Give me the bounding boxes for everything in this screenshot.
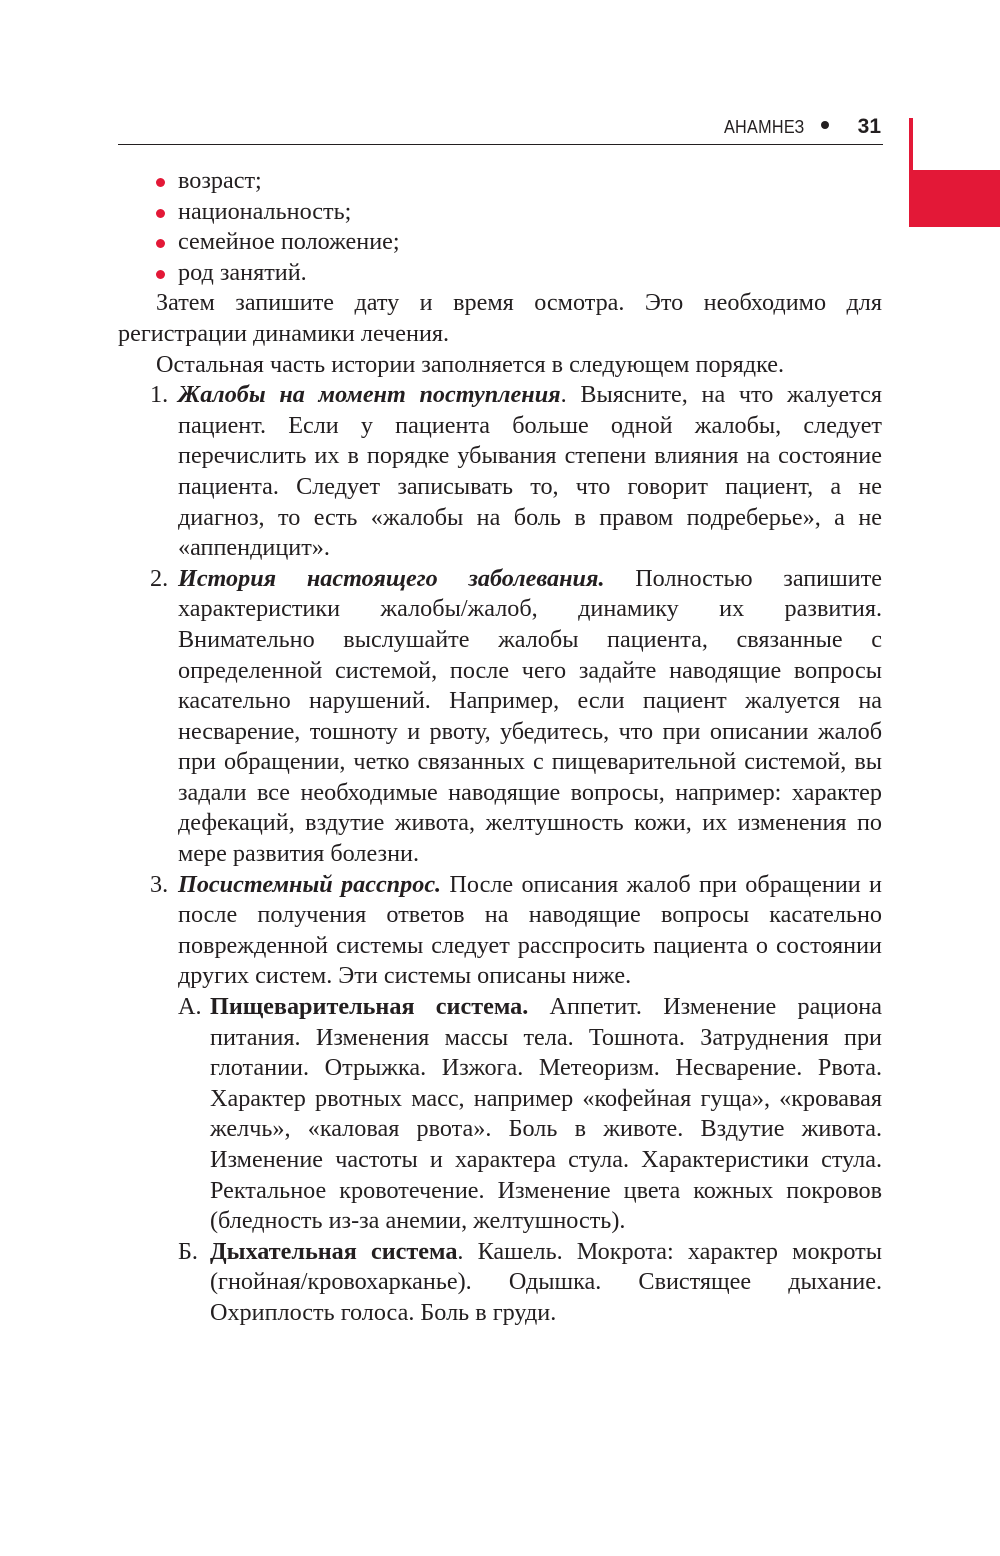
running-title: АНАМНЕЗ xyxy=(724,117,805,137)
bullet-icon xyxy=(156,270,165,279)
bullet-text: род занятий. xyxy=(178,258,307,286)
bullet-icon xyxy=(156,178,165,187)
subitem-term: Пищеварительная система. xyxy=(210,993,529,1021)
bullet-icon xyxy=(156,209,165,218)
item-term: Посистемный расспрос. xyxy=(178,870,442,898)
subitem-text: Аппетит. Изменение рациона питания. Изменения массы тела. Тошнота. Затруднения при глотании. Отрыжка. Изжога. Метеоризм. Несварение. Рвота. Характер рвотных масс, например «кофейная гуща», «кровавая желчь», «каловая рвота». Боль в животе. Вздутие живота. Изменение частоты и характера стула. Характеристики стула. Ректальное кровотечение. Изменение цвета кожных покровов (бледность из-за анемии, желтушность). xyxy=(210,993,882,1235)
item-term: История настоящего заболевания. xyxy=(178,564,605,592)
bullet-list xyxy=(118,166,882,288)
subitem-letter: Б. xyxy=(178,1237,198,1265)
subitem-text: . Кашель. Мокрота: характер мокроты (гнойная/кровохарканье). Одышка. Свистящее дыхание. Охриплость голоса. Боль в груди. xyxy=(210,1237,882,1326)
subitem-term: Дыхательная система xyxy=(210,1237,458,1265)
paragraph-order: Остальная часть истории заполняется в следующем порядке. xyxy=(156,350,785,378)
item-number: 2. xyxy=(150,564,169,592)
item-number: 3. xyxy=(150,870,169,898)
header-bullet-icon xyxy=(821,121,829,129)
item-number: 1. xyxy=(150,381,169,409)
list-item xyxy=(156,197,882,228)
bullet-icon xyxy=(156,239,165,248)
numbered-item-history xyxy=(118,564,882,870)
bullet-text: возраст; xyxy=(178,167,262,194)
chapter-tab xyxy=(909,170,1000,227)
page-body xyxy=(118,166,882,1329)
item-term: Жалобы на момент поступления xyxy=(178,381,561,409)
item-text: После описания жалоб при обращении и после получения ответов на наводящие вопросы касательно поврежденной системы следует расспросить пациента о состоянии других систем. Эти системы описаны ниже. xyxy=(178,870,882,990)
list-item xyxy=(156,227,882,258)
page-header xyxy=(118,112,883,145)
page-number: 31 xyxy=(857,115,881,138)
item-text: Полностью запишите характеристики жалобы/жалоб, динамику их развития. Внимательно выслушайте жалобы пациента, связанные с определенной системой, после чего задайте наводящие вопросы касательно нарушений. Например, если пациент жалуется на несварение, тошноту и рвоту, убедитесь, что при описании жалоб при обращении, четко связанных с пищеварительной системой, вы задали все необходимые наводящие вопросы, например: характер дефекаций, вздутие живота, желтушность кожи, их изменения по мере развития болезни. xyxy=(178,564,882,868)
item-text: . Выясните, на что жалуется пациент. Если у пациента больше одной жалобы, следует перечислить их в порядке убывания степени влияния на состояние пациента. Следует записывать то, что говорит пациент, а не диагноз, то есть «жалобы на боль в правом подреберье», а не «аппендицит». xyxy=(178,381,882,562)
paragraph-date-time: Затем запишите дату и время осмотра. Это необходимо для регистрации динамики лечения. xyxy=(118,289,882,347)
subitem-digestive-system xyxy=(118,992,882,1237)
numbered-item-complaints xyxy=(118,380,882,564)
subitem-respiratory-system xyxy=(118,1237,882,1329)
subitem-letter: А. xyxy=(178,993,202,1021)
bullet-text: национальность; xyxy=(178,197,352,225)
bullet-text: семейное положение; xyxy=(178,228,400,256)
list-item xyxy=(156,258,882,289)
margin-rule xyxy=(909,118,913,170)
numbered-item-systems-review xyxy=(118,870,882,992)
list-item xyxy=(156,166,882,197)
